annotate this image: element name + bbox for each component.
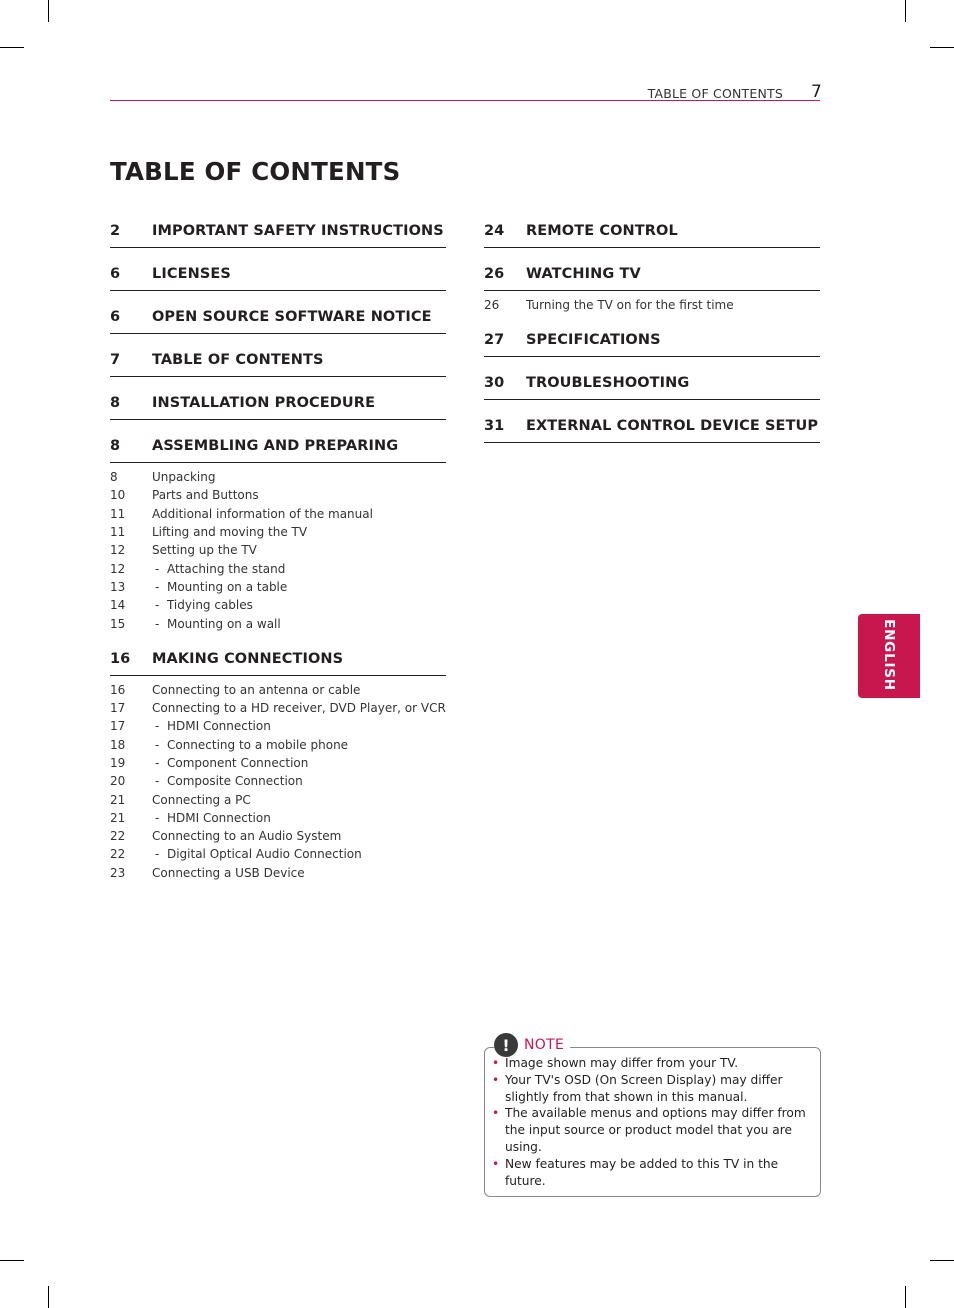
note-header xyxy=(494,1033,570,1057)
toc-subitem-page: 17 xyxy=(110,701,126,716)
toc-subitem-page: 20 xyxy=(110,774,126,789)
toc-section-heading[interactable] xyxy=(110,352,446,377)
toc-section xyxy=(110,352,446,377)
toc-section-heading[interactable] xyxy=(110,395,446,420)
toc-section xyxy=(110,309,446,334)
toc-subitem-label: Parts and Buttons xyxy=(152,488,259,503)
crop-mark xyxy=(905,1286,906,1308)
crop-mark xyxy=(48,0,49,22)
crop-mark xyxy=(0,47,24,48)
toc-subitem-page: 12 xyxy=(110,561,126,576)
toc-right-column xyxy=(484,223,820,461)
toc-section-title: IMPORTANT SAFETY INSTRUCTIONS xyxy=(152,223,444,239)
toc-subitem-page: 26 xyxy=(484,298,500,313)
toc-subitem[interactable] xyxy=(110,681,446,699)
toc-section-heading[interactable] xyxy=(110,223,446,248)
toc-section-page: 8 xyxy=(110,395,121,411)
toc-section-title: EXTERNAL CONTROL DEVICE SETUP xyxy=(526,418,819,435)
toc-section-page: 30 xyxy=(484,375,505,392)
toc-subitem-label: Connecting a PC xyxy=(152,792,251,807)
toc-section xyxy=(484,266,820,314)
toc-section xyxy=(110,438,446,633)
note-label: NOTE xyxy=(524,1037,565,1053)
toc-subitem-page: 12 xyxy=(110,543,126,558)
toc-subitem[interactable] xyxy=(110,596,446,614)
toc-section-page: 6 xyxy=(110,266,121,282)
toc-section xyxy=(484,375,820,400)
toc-subitem-page: 16 xyxy=(110,682,126,697)
toc-subitem-page: 10 xyxy=(110,488,126,503)
toc-section xyxy=(110,266,446,291)
toc-subitem-page: 13 xyxy=(110,579,126,594)
toc-subitem-label: Unpacking xyxy=(152,470,216,485)
toc-section-heading[interactable] xyxy=(484,223,820,248)
toc-subitem-page: 11 xyxy=(110,506,126,521)
toc-subitem-label: - HDMI Connection xyxy=(152,719,271,733)
toc-section-page: 8 xyxy=(110,438,121,454)
toc-subitem-label: Connecting to an Audio System xyxy=(152,829,342,844)
toc-subitem-list xyxy=(484,291,820,314)
toc-subitem[interactable] xyxy=(110,541,446,559)
toc-subitem-page: 21 xyxy=(110,792,126,807)
toc-section-title: OPEN SOURCE SOFTWARE NOTICE xyxy=(152,309,432,325)
toc-subitem[interactable] xyxy=(110,468,446,486)
toc-subitem-page: 22 xyxy=(110,829,126,844)
toc-section-title: MAKING CONNECTIONS xyxy=(152,650,344,667)
toc-section-heading[interactable] xyxy=(484,418,820,443)
toc-subitem-label: - Tidying cables xyxy=(152,598,253,612)
toc-section xyxy=(110,395,446,420)
toc-subitem[interactable] xyxy=(110,827,446,845)
toc-section-heading[interactable] xyxy=(110,309,446,334)
toc-subitem-label: - Attaching the stand xyxy=(152,562,285,576)
note-list xyxy=(492,1055,812,1189)
toc-subitem-label: - Component Connection xyxy=(152,756,308,770)
toc-subitem-page: 21 xyxy=(110,810,126,825)
toc-subitem[interactable] xyxy=(110,559,446,577)
toc-subitem[interactable] xyxy=(110,578,446,596)
toc-section-page: 31 xyxy=(484,418,505,435)
toc-subitem[interactable] xyxy=(110,717,446,735)
toc-section-title: WATCHING TV xyxy=(526,266,641,282)
toc-section-heading[interactable] xyxy=(484,375,820,400)
toc-subitem[interactable] xyxy=(110,505,446,523)
toc-section xyxy=(484,418,820,443)
toc-section-page: 24 xyxy=(484,223,505,239)
toc-subitem-page: 23 xyxy=(110,865,126,880)
toc-subitem-label: - HDMI Connection xyxy=(152,811,271,825)
toc-subitem-label: - Mounting on a table xyxy=(152,580,287,594)
page-title: TABLE OF CONTENTS xyxy=(110,157,401,186)
toc-subitem-page: 18 xyxy=(110,737,126,752)
toc-subitem[interactable] xyxy=(110,486,446,504)
language-tab-label: ENGLISH xyxy=(881,619,897,691)
toc-subitem[interactable] xyxy=(110,845,446,863)
toc-subitem-page: 11 xyxy=(110,525,126,540)
toc-subitem-label: Connecting to a HD receiver, DVD Player, or VCR xyxy=(152,701,446,716)
toc-subitem-label: Connecting a USB Device xyxy=(152,865,305,880)
toc-section-page: 27 xyxy=(484,332,505,349)
toc-subitem-label: Additional information of the manual xyxy=(152,506,373,521)
running-header-title: TABLE OF CONTENTS xyxy=(647,86,783,101)
toc-subitem-list xyxy=(110,676,446,882)
toc-subitem[interactable] xyxy=(484,296,820,314)
toc-subitem[interactable] xyxy=(110,614,446,632)
toc-section-title: REMOTE CONTROL xyxy=(526,223,678,239)
crop-mark xyxy=(48,1286,49,1308)
exclamation-icon: ! xyxy=(494,1033,518,1057)
toc-subitem-label: - Composite Connection xyxy=(152,774,303,788)
toc-section xyxy=(484,223,820,248)
toc-subitem[interactable] xyxy=(110,736,446,754)
toc-section-heading[interactable] xyxy=(110,651,446,676)
toc-section-page: 7 xyxy=(110,352,121,368)
toc-subitem-label: Turning the TV on for the first time xyxy=(526,298,734,313)
toc-section-page: 6 xyxy=(110,309,121,325)
toc-section-heading[interactable] xyxy=(484,266,820,291)
toc-subitem-page: 17 xyxy=(110,719,126,734)
crop-mark xyxy=(905,0,906,22)
crop-mark xyxy=(0,1260,24,1261)
toc-subitem[interactable] xyxy=(110,754,446,772)
toc-section xyxy=(484,332,820,357)
toc-subitem-label: Setting up the TV xyxy=(152,543,257,558)
toc-subitem-page: 14 xyxy=(110,598,126,613)
toc-subitem-page: 8 xyxy=(110,470,118,485)
toc-subitem-page: 19 xyxy=(110,756,126,770)
toc-subitem[interactable] xyxy=(110,772,446,790)
toc-subitem[interactable] xyxy=(110,523,446,541)
toc-subitem-label: - Mounting on a wall xyxy=(152,617,281,631)
toc-section-heading[interactable] xyxy=(110,266,446,291)
toc-subitem-list xyxy=(110,463,446,633)
note-item: • The available menus and options may differ from the input source or product model that you are using. xyxy=(492,1105,812,1155)
toc-section xyxy=(110,651,446,882)
toc-section-title: LICENSES xyxy=(152,266,231,282)
toc-section-page: 26 xyxy=(484,266,505,282)
toc-section-heading[interactable] xyxy=(110,438,446,463)
note-item: • Image shown may differ from your TV. xyxy=(492,1055,812,1072)
page-number: 7 xyxy=(811,82,822,102)
toc-section-title: TABLE OF CONTENTS xyxy=(152,352,324,368)
toc-subitem[interactable] xyxy=(110,864,446,882)
toc-subitem-page: 15 xyxy=(110,616,126,631)
toc-subitem-label: Connecting to an antenna or cable xyxy=(152,682,361,697)
toc-left-column xyxy=(110,223,446,900)
toc-section xyxy=(110,223,446,248)
toc-section-title: INSTALLATION PROCEDURE xyxy=(152,395,376,411)
toc-section-page: 16 xyxy=(110,650,131,667)
toc-section-page: 2 xyxy=(110,223,121,239)
toc-section-heading[interactable] xyxy=(484,332,820,357)
toc-subitem[interactable] xyxy=(110,809,446,827)
note-item: • New features may be added to this TV in the future. xyxy=(492,1156,812,1190)
toc-subitem[interactable] xyxy=(110,699,446,717)
toc-subitem[interactable] xyxy=(110,790,446,808)
toc-section-title: SPECIFICATIONS xyxy=(526,332,661,349)
crop-mark xyxy=(930,47,954,48)
toc-subitem-label: Lifting and moving the TV xyxy=(152,525,308,540)
note-item: • Your TV's OSD (On Screen Display) may differ slightly from that shown in this manual. xyxy=(492,1072,812,1106)
toc-subitem-label: - Connecting to a mobile phone xyxy=(152,738,348,752)
toc-subitem-page: 22 xyxy=(110,847,126,862)
toc-section-title: TROUBLESHOOTING xyxy=(526,375,690,392)
toc-section-title: ASSEMBLING AND PREPARING xyxy=(152,438,399,454)
toc-subitem-label: - Digital Optical Audio Connection xyxy=(152,847,362,861)
crop-mark xyxy=(930,1260,954,1261)
